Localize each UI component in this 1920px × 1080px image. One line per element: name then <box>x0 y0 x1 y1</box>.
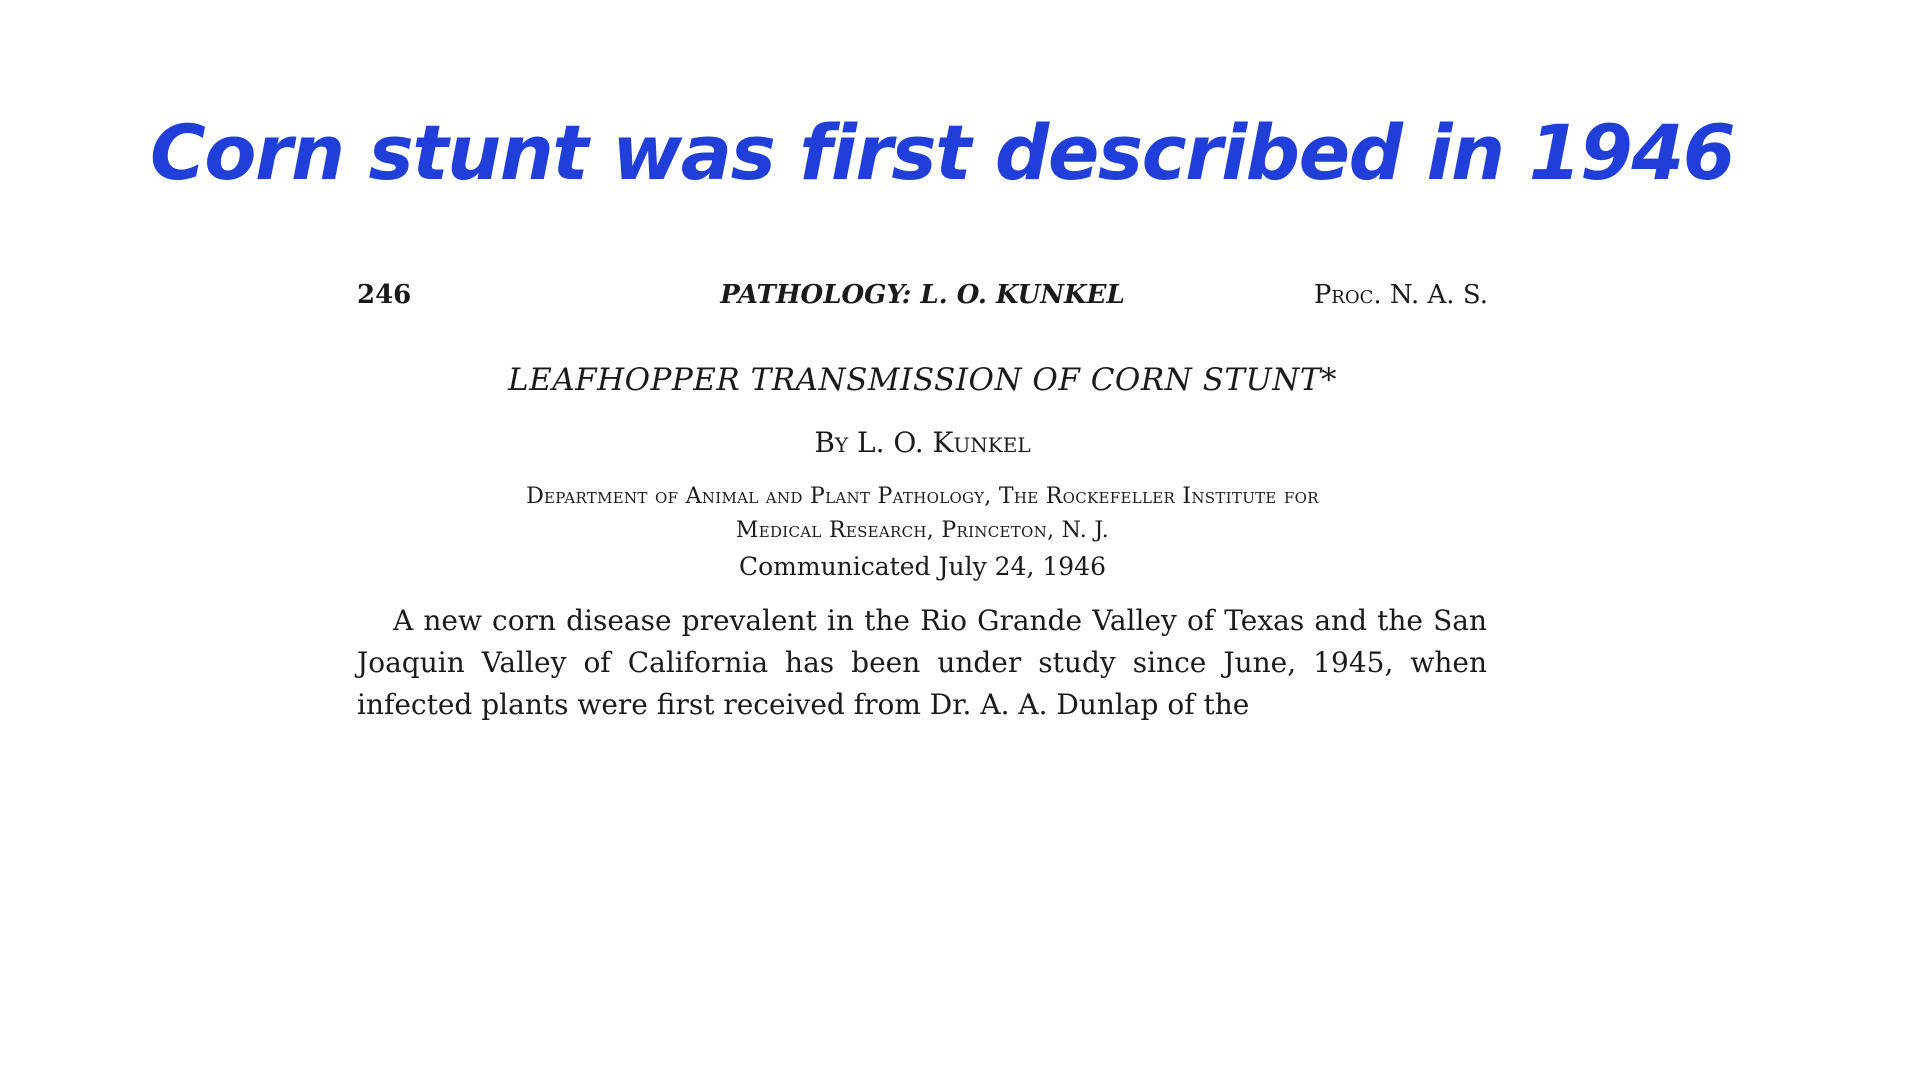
affiliation-line-1: Department of Animal and Plant Pathology, The Rockefeller Institute for <box>526 484 1319 509</box>
paper-excerpt-image <box>355 270 1490 721</box>
page-number: 246 <box>357 280 412 310</box>
communicated-date: Communicated July 24, 1946 <box>738 552 1106 581</box>
affiliation-line-2: Medical Research, Princeton, N. J. <box>735 518 1110 543</box>
running-head <box>355 280 1490 320</box>
running-title: PATHOLOGY: L. O. KUNKEL <box>720 280 1125 310</box>
journal-name: Proc. N. A. S. <box>1313 280 1488 310</box>
body-paragraph: A new corn disease prevalent in the Rio Grande Valley of Texas and the San Joaquin Valley of California has been under study since June, 1945, when infected plants were first received from Dr. A. A. Dunlap of the <box>357 604 1487 721</box>
article-title: LEAFHOPPER TRANSMISSION OF CORN STUNT* <box>508 362 1337 398</box>
author-affiliation <box>355 480 1490 548</box>
author-byline: By L. O. Kunkel <box>814 426 1031 459</box>
slide-title: Corn stunt was first described in 1946 <box>150 108 1735 197</box>
